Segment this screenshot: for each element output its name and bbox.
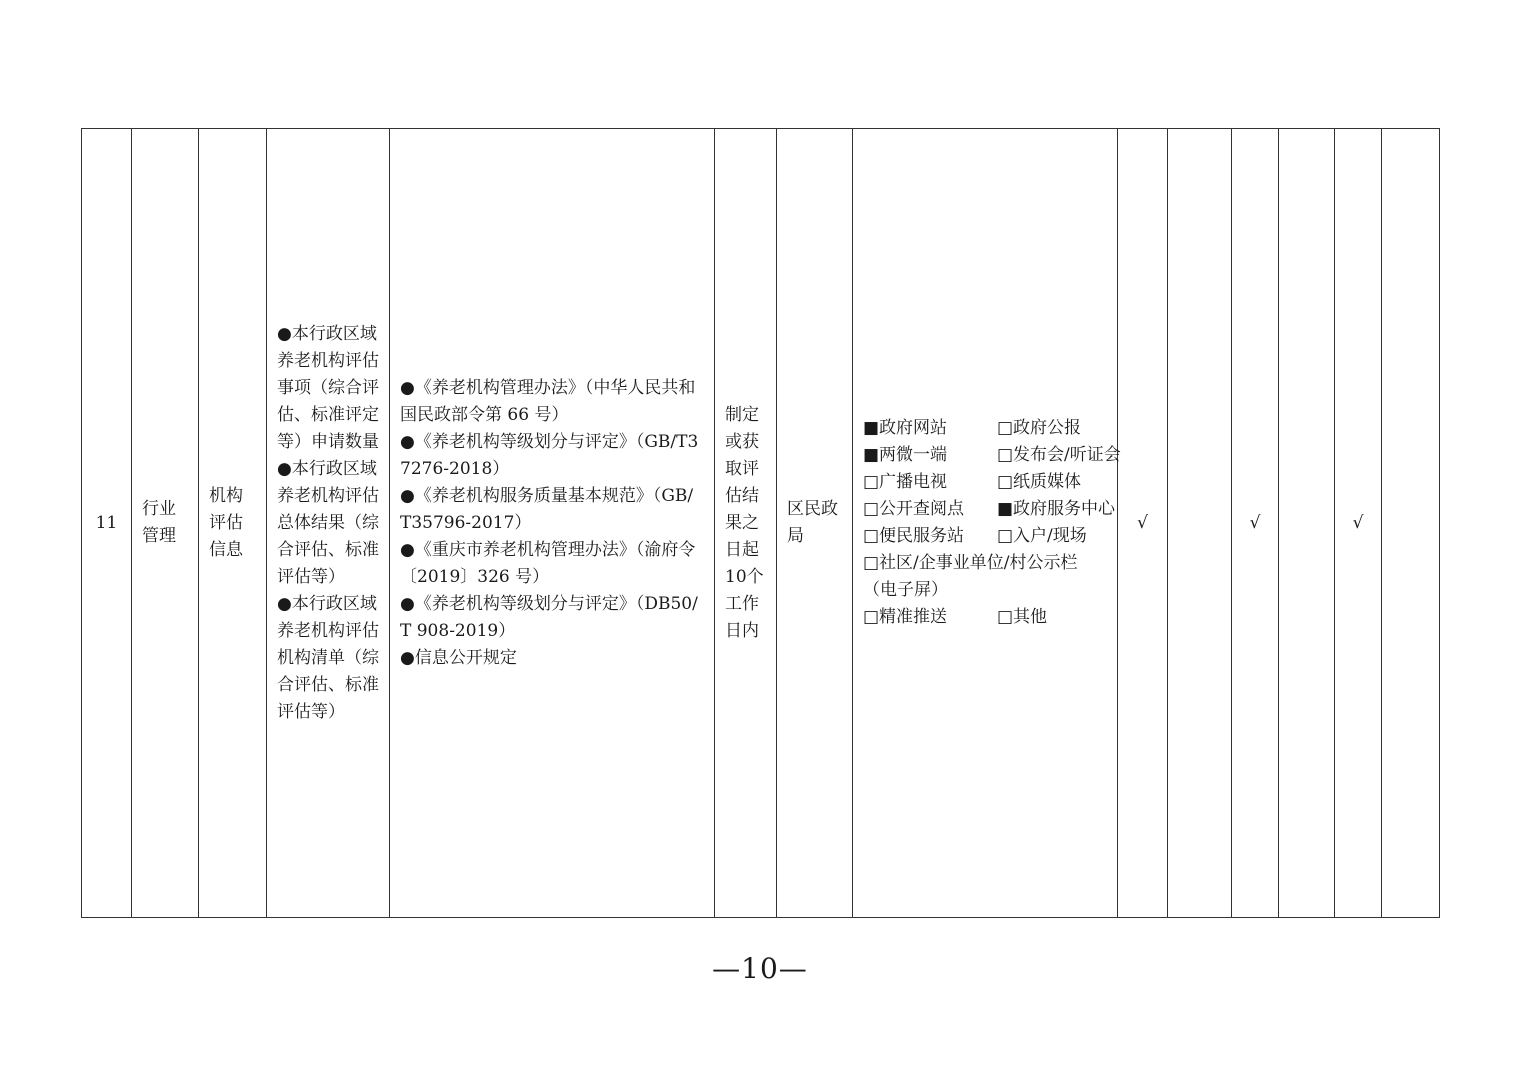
channel-option: □政府公报 [997,418,1082,438]
channel-option: ■政府网站 [863,418,948,438]
check-cell [1168,129,1232,918]
channel-option: □公开查阅点 [863,499,965,519]
check-mark: √ [1137,512,1148,533]
channel-option: □社区/企事业单位/村公示栏 [863,553,1078,573]
basis-line: ●《养老机构服务质量基本规范》（GB/T35796-2017） [400,485,694,533]
channel-option: ■两微一端 [863,445,948,465]
check-cell [1118,129,1168,918]
basis-cell [390,129,715,918]
basis-line: ●《养老机构等级划分与评定》（DB50/T 908-2019） [400,593,698,641]
check-cell [1335,129,1382,918]
channel-row [863,496,1116,523]
channel-option: ■政府服务中心 [997,499,1116,519]
content-line: ●本行政区域养老机构评估事项（综合评估、标准评定等）申请数量 [277,323,379,452]
basis-line: ●《养老机构管理办法》（中华人民共和国民政部令第 66 号） [400,377,696,425]
item-cell [199,129,267,918]
channel-row [863,469,1107,496]
disclosure-table [81,128,1440,918]
subject-cell [777,129,853,918]
category-text: 行业管理 [142,499,176,546]
page-number: —10— [712,952,808,985]
category-cell [132,129,199,918]
time-limit-text: 制定或获取评估结果之日起10个工作日内 [725,404,764,641]
channel-option: □精准推送 [863,607,948,627]
basis-line: ●《养老机构等级划分与评定》（GB/T37276-2018） [400,431,699,479]
check-cell [1232,129,1279,918]
channel-option: □其他 [997,607,1048,627]
item-text: 机构评估信息 [209,485,243,560]
channel-option: □入户/现场 [997,526,1087,546]
content-cell [267,129,390,918]
channels-cell [853,129,1121,918]
channel-row [863,604,1107,631]
table-row [82,129,1440,918]
basis-line: ●信息公开规定 [400,647,517,668]
content-line: ●本行政区域养老机构评估机构清单（综合评估、标准评估等） [277,593,379,722]
channel-option-note: （电子屏） [863,580,948,600]
check-mark: √ [1352,512,1364,533]
check-mark: √ [1249,512,1261,533]
channel-option: □纸质媒体 [997,472,1082,492]
check-cell [1279,129,1335,918]
seq-cell [82,129,132,918]
subject-text: 区民政局 [787,499,838,546]
channel-row [863,415,1107,442]
basis-line: ●《重庆市养老机构管理办法》（渝府令〔2019〕326 号） [400,539,696,587]
channel-row [863,523,1107,550]
seq-number: 11 [95,512,118,533]
channel-option: □发布会/听证会 [997,445,1121,465]
channel-option: □便民服务站 [863,526,965,546]
channel-option: □广播电视 [863,472,948,492]
time-limit-cell [715,129,777,918]
check-cell [1382,129,1440,918]
channel-row [863,442,1121,469]
content-line: ●本行政区域养老机构评估总体结果（综合评估、标准评估等） [277,458,379,587]
